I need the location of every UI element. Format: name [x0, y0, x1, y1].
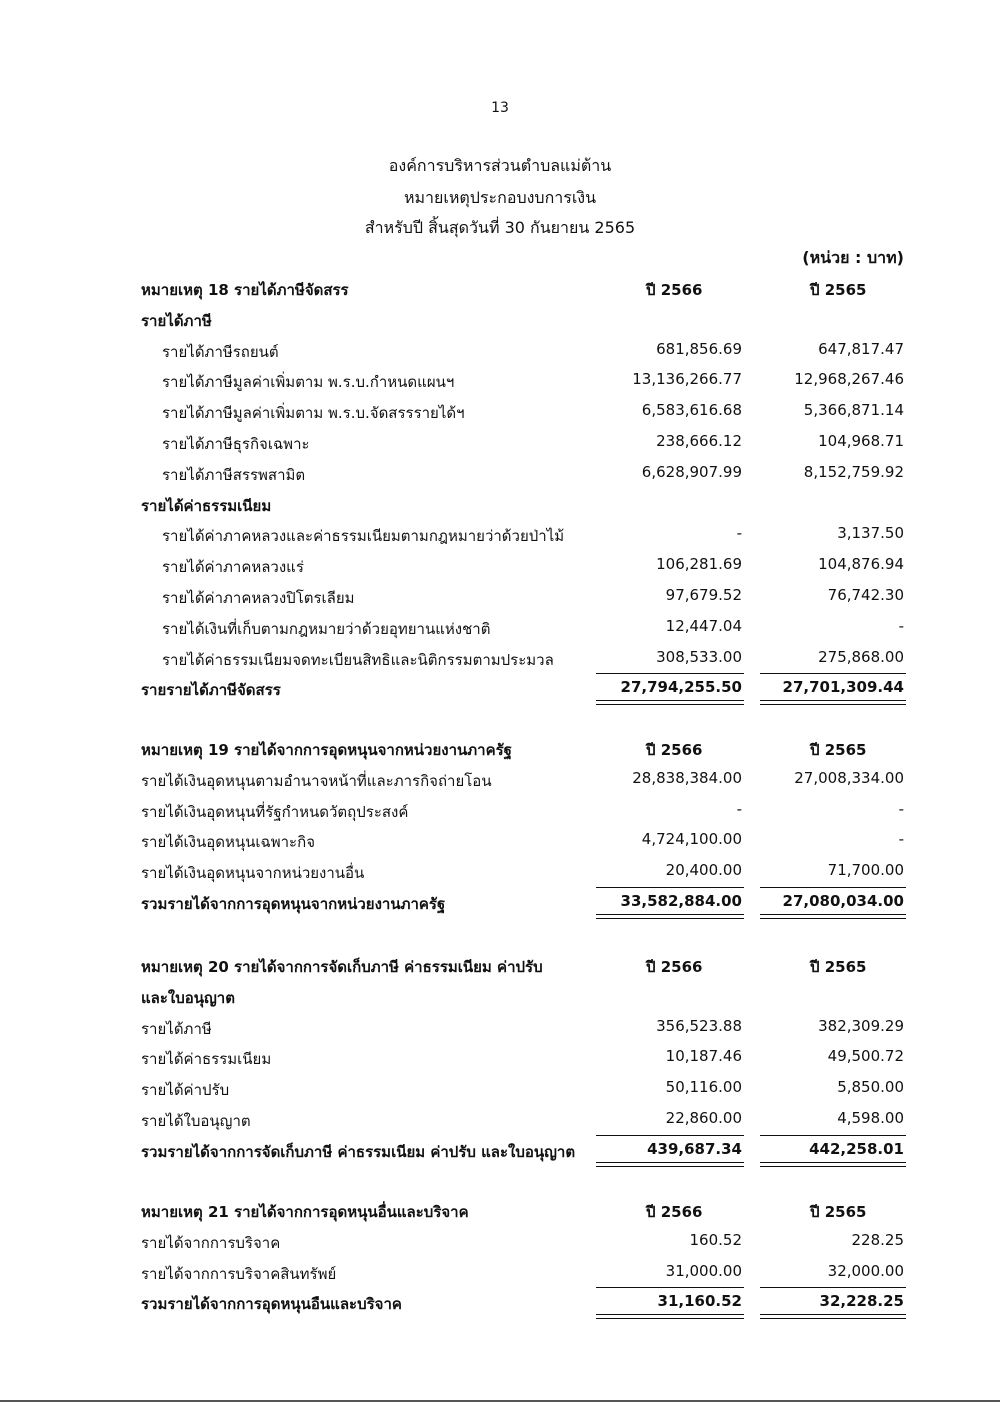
row-label: รายได้ค่าธรรมเนียม: [141, 496, 272, 515]
row-label: รายได้ค่าธรรมเนียม: [141, 1050, 272, 1069]
value-2566: 160.52: [689, 1230, 742, 1249]
subtotal-rule-2565: [760, 1135, 906, 1136]
table-row: [0, 555, 1000, 585]
value-2566: 31,000.00: [665, 1261, 742, 1280]
value-2566: 6,628,907.99: [641, 462, 742, 481]
table-row: [0, 800, 1000, 830]
table-row: [0, 340, 1000, 370]
double-rule-2566-b: [596, 1318, 744, 1319]
double-rule-2565-a: [760, 700, 906, 701]
org-name: องค์การบริหารส่วนตำบลแม่ต้าน: [388, 156, 612, 175]
note-header-row: [0, 955, 1000, 985]
row-label: รายได้ใบอนุญาต: [141, 1112, 251, 1130]
value-2565: 104,968.71: [818, 432, 904, 450]
value-2566: 13,136,266.77: [632, 370, 742, 389]
note-title: หมายเหตุ 21 รายได้จากการอุดหนุนอื่นและบริจาค: [141, 1203, 469, 1221]
value-2565: 76,742.30: [827, 586, 904, 604]
column-header-2565: ปี 2565: [810, 958, 867, 976]
table-row: [0, 370, 1000, 400]
value-2566: 238,666.12: [656, 432, 742, 450]
subtotal-rule-2566: [596, 1135, 744, 1136]
double-rule-2565-a: [760, 1162, 906, 1163]
value-2566: 6,583,616.68: [641, 401, 742, 420]
row-label: รายได้ค่าปรับ: [141, 1081, 230, 1100]
row-label: รายได้ค่าธรรมเนียมจดทะเบียนสิทธิและนิติกรรมตามประมวล: [162, 650, 554, 669]
total-2565: 32,228.25: [819, 1292, 904, 1311]
double-rule-2565-b: [760, 918, 906, 919]
table-row: [0, 586, 1000, 616]
subtotal-rule-2566: [596, 887, 744, 888]
document-title: หมายเหตุประกอบงบการเงิน: [403, 188, 597, 207]
double-rule-2566-a: [596, 914, 744, 915]
column-header-2566: ปี 2566: [646, 958, 703, 976]
total-2565: 442,258.01: [809, 1139, 904, 1158]
double-rule-2566-b: [596, 918, 744, 919]
value-2565: 5,366,871.14: [803, 401, 904, 420]
row-label: รายได้ภาษีสรรพสามิต: [162, 465, 306, 484]
double-rule-2565-a: [760, 1314, 906, 1315]
page-number: 13: [491, 100, 509, 116]
note-title: หมายเหตุ 18 รายได้ภาษีจัดสรร: [141, 281, 349, 299]
value-2566: -: [736, 799, 742, 818]
column-header-2565: ปี 2565: [810, 281, 867, 299]
column-header-2566: ปี 2566: [646, 1203, 703, 1221]
section-subheading-row: [0, 494, 1000, 524]
value-2565: -: [898, 616, 904, 635]
section-subheading-row: [0, 309, 1000, 339]
table-row: [0, 1017, 1000, 1047]
row-label: รายได้เงินอุดหนุนที่รัฐกำหนดวัตถุประสงค์: [141, 802, 409, 821]
value-2566: 97,679.52: [665, 586, 742, 604]
value-2565: 104,876.94: [818, 555, 904, 574]
row-label: รายได้ค่าภาคหลวงและค่าธรรมเนียมตามกฎหมายว่าด้วยป่าไม้: [162, 527, 565, 546]
total-2566: 27,794,255.50: [620, 678, 742, 697]
table-row: [0, 769, 1000, 799]
row-label: และใบอนุญาต: [141, 988, 235, 1007]
row-label: รายได้ค่าภาคหลวงแร่: [162, 558, 304, 577]
double-rule-2565-b: [760, 1166, 906, 1167]
double-rule-2565-b: [760, 1318, 906, 1319]
value-2565: 382,309.29: [818, 1016, 904, 1035]
total-2565: 27,701,309.44: [782, 678, 904, 697]
double-rule-2566-a: [596, 1314, 744, 1315]
total-2566: 31,160.52: [657, 1292, 742, 1311]
value-2566: 681,856.69: [656, 339, 742, 358]
value-2566: 12,447.04: [665, 616, 742, 635]
value-2565: 71,700.00: [827, 861, 904, 880]
column-header-2566: ปี 2566: [646, 281, 703, 299]
subtotal-rule-2565: [760, 887, 906, 888]
value-2566: 22,860.00: [665, 1109, 742, 1127]
value-2565: 12,968,267.46: [794, 370, 904, 389]
row-label: รายได้ภาษีมูลค่าเพิ่มตาม พ.ร.บ.กำหนดแผนฯ: [162, 373, 455, 392]
value-2565: 32,000.00: [827, 1261, 904, 1280]
table-row: [0, 1078, 1000, 1108]
value-2565: 3,137.50: [837, 524, 904, 543]
total-label: รวมรายได้จากการอุดหนุนอืนและบริจาค: [141, 1295, 402, 1314]
column-header-2566: ปี 2566: [646, 741, 703, 759]
double-rule-2566-b: [596, 704, 744, 705]
row-label: รายได้ภาษีรถยนต์: [162, 342, 279, 361]
subtotal-rule-2566: [596, 1287, 744, 1288]
period-line: สำหรับปี สิ้นสุดวันที่ 30 กันยายน 2565: [364, 218, 636, 237]
value-2565: 8,152,759.92: [803, 462, 904, 481]
value-2565: -: [898, 799, 904, 818]
value-2566: 106,281.69: [656, 555, 742, 574]
table-row: [0, 1231, 1000, 1261]
row-label: รายได้เงินอุดหนุนตามอำนาจหน้าที่และภารกิจถ่ายโอน: [141, 771, 492, 790]
total-label: รวมรายได้จากการอุดหนุนจากหน่วยงานภาครัฐ: [141, 895, 446, 913]
double-rule-2565-b: [760, 704, 906, 705]
unit-label: (หน่วย : บาท): [802, 248, 904, 267]
table-row: [0, 986, 1000, 1016]
total-2566: 33,582,884.00: [620, 892, 742, 910]
value-2565: -: [898, 830, 904, 849]
value-2565: 5,850.00: [837, 1078, 904, 1097]
subtotal-rule-2565: [760, 1287, 906, 1288]
total-2566: 439,687.34: [647, 1139, 742, 1158]
row-label: รายได้ภาษีมูลค่าเพิ่มตาม พ.ร.บ.จัดสรรรายได้ฯ: [162, 404, 465, 423]
value-2566: 10,187.46: [665, 1047, 742, 1066]
table-row: [0, 463, 1000, 493]
total-label: รายรายได้ภาษีจัดสรร: [141, 681, 281, 700]
table-row: [0, 524, 1000, 554]
note-header-row: [0, 738, 1000, 768]
total-2565: 27,080,034.00: [782, 892, 904, 910]
value-2566: 4,724,100.00: [641, 830, 742, 849]
column-header-2565: ปี 2565: [810, 741, 867, 759]
note-title: หมายเหตุ 19 รายได้จากการอุดหนุนจากหน่วยงานภาครัฐ: [141, 741, 512, 759]
value-2565: 4,598.00: [837, 1109, 904, 1127]
value-2565: 275,868.00: [818, 647, 904, 666]
value-2566: 28,838,384.00: [632, 768, 742, 787]
row-label: รายได้เงินอุดหนุนเฉพาะกิจ: [141, 833, 315, 852]
row-label: รายได้เงินที่เก็บตามกฎหมายว่าด้วยอุทยานแห่งชาติ: [162, 619, 491, 638]
value-2565: 27,008,334.00: [794, 768, 904, 787]
row-label: รายได้เงินอุดหนุนจากหน่วยงานอื่น: [141, 864, 365, 883]
double-rule-2566-b: [596, 1166, 744, 1167]
table-row: [0, 401, 1000, 431]
double-rule-2566-a: [596, 1162, 744, 1163]
subtotal-rule-2565: [760, 673, 906, 674]
note-title: หมายเหตุ 20 รายได้จากการจัดเก็บภาษี ค่าธรรมเนียม ค่าปรับ: [141, 958, 543, 976]
note-header-row: [0, 1200, 1000, 1230]
note-header-row: [0, 278, 1000, 308]
value-2565: 228.25: [851, 1230, 904, 1249]
table-row: [0, 617, 1000, 647]
value-2566: -: [736, 524, 742, 543]
double-rule-2565-a: [760, 914, 906, 915]
row-label: รายได้ภาษี: [141, 311, 212, 330]
bottom-border: [0, 1400, 1000, 1402]
column-header-2565: ปี 2565: [810, 1203, 867, 1221]
subtotal-rule-2566: [596, 673, 744, 674]
value-2566: 308,533.00: [656, 647, 742, 666]
total-label: รวมรายได้จากการจัดเก็บภาษี ค่าธรรมเนียม ค่าปรับ และใบอนุญาต: [141, 1142, 576, 1161]
double-rule-2566-a: [596, 700, 744, 701]
table-row: [0, 432, 1000, 462]
table-row: [0, 1047, 1000, 1077]
value-2566: 20,400.00: [665, 861, 742, 880]
row-label: รายได้ค่าภาคหลวงปิโตรเลียม: [162, 589, 355, 607]
value-2565: 647,817.47: [818, 339, 904, 358]
row-label: รายได้จากการบริจาคสินทรัพย์: [141, 1264, 337, 1283]
table-row: [0, 830, 1000, 860]
value-2565: 49,500.72: [827, 1047, 904, 1066]
value-2566: 356,523.88: [656, 1016, 742, 1035]
row-label: รายได้ภาษีธุรกิจเฉพาะ: [162, 435, 310, 453]
value-2566: 50,116.00: [665, 1078, 742, 1097]
row-label: รายได้ภาษี: [141, 1019, 212, 1038]
row-label: รายได้จากการบริจาค: [141, 1233, 281, 1252]
